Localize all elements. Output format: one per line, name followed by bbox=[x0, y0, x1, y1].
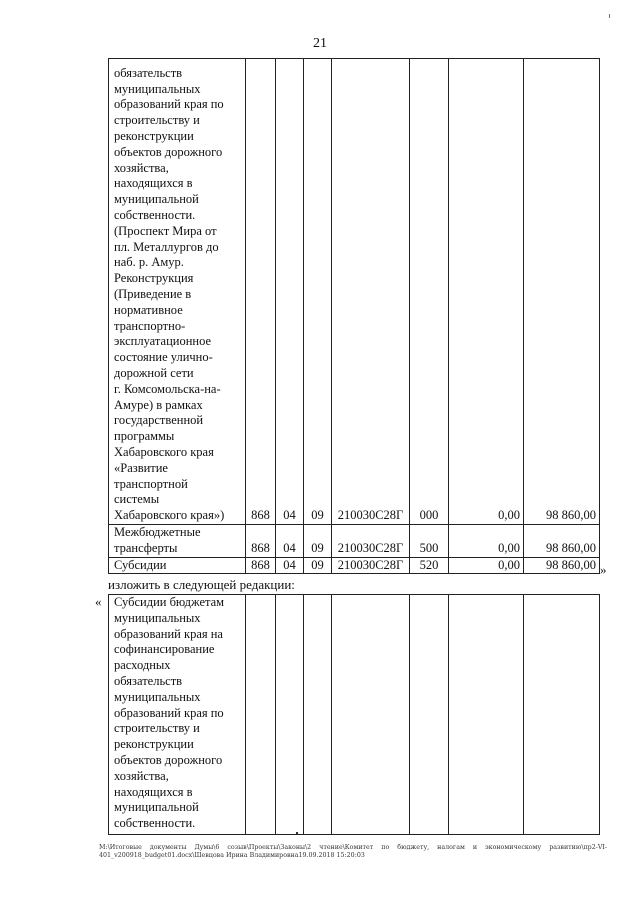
table-row-transfers bbox=[109, 525, 600, 558]
row-description: Субсидии бюджетам муниципальных образований края на софинансирование расходных обязательств муниципальных образований края по строительству и реконструкции объектов дорожного хозяйства, находящихся в муниципальной собственности. bbox=[109, 595, 246, 835]
scan-mark bbox=[609, 14, 610, 18]
empty-cell bbox=[449, 595, 524, 835]
empty-cell bbox=[524, 595, 600, 835]
csr-cell: 210030С28Г bbox=[332, 525, 410, 558]
grbs-cell: 868 bbox=[246, 59, 276, 525]
rz-cell: 04 bbox=[276, 59, 304, 525]
page-number: 21 bbox=[313, 36, 327, 51]
row-description: Субсидии bbox=[109, 557, 246, 574]
empty-cell bbox=[410, 595, 449, 835]
empty-cell bbox=[276, 595, 304, 835]
pr-cell: 09 bbox=[304, 59, 332, 525]
row-description: Межбюджетные трансферты bbox=[109, 525, 246, 558]
budget-table-old bbox=[108, 58, 600, 574]
table-row-main bbox=[109, 595, 600, 835]
footer-file-path: М:\Итоговые документы Думы\6 созыв\Проекты\Законы\2 чтение\Комитет по бюджету, налогам и экономическому развитию\пр2-VI-401_v200918_budget01.docx\Шевцова Ирина Владимировна19.09.2018 15:20:03 bbox=[99, 844, 607, 859]
vr-cell: 520 bbox=[410, 557, 449, 574]
table-row-subsidies bbox=[109, 557, 600, 574]
table-row-main bbox=[109, 59, 600, 525]
empty-cell bbox=[246, 595, 276, 835]
amount-old-cell: 0,00 bbox=[449, 59, 524, 525]
amount-old-cell: 0,00 bbox=[449, 557, 524, 574]
budget-table-new bbox=[108, 594, 600, 835]
empty-cell bbox=[332, 595, 410, 835]
closing-quote: » bbox=[600, 562, 607, 577]
csr-cell: 210030С28Г bbox=[332, 557, 410, 574]
amount-new-cell: 98 860,00 bbox=[524, 525, 600, 558]
vr-cell: 000 bbox=[410, 59, 449, 525]
empty-cell bbox=[304, 595, 332, 835]
rz-cell: 04 bbox=[276, 525, 304, 558]
pr-cell: 09 bbox=[304, 557, 332, 574]
amount-old-cell: 0,00 bbox=[449, 525, 524, 558]
opening-quote: « bbox=[95, 594, 102, 609]
rz-cell: 04 bbox=[276, 557, 304, 574]
grbs-cell: 868 bbox=[246, 525, 276, 558]
amount-new-cell: 98 860,00 bbox=[524, 59, 600, 525]
amendment-instruction: изложить в следующей редакции: bbox=[108, 577, 295, 592]
scan-dot bbox=[296, 832, 298, 834]
row-description: обязательств муниципальных образований края по строительству и реконструкции объектов дорожного хозяйства, находящихся в муниципальной собственности. (Проспект Мира от пл. Металлургов до наб. р. Амур. Реконструкция (Приведение в нормативное транспортно- эксплуатационное состояние улично- дорожной сети г. Комсомольска-на- Амуре) в рамках государственной программы Хабаровского края «Развитие транспортной системы Хабаровского края») bbox=[109, 59, 246, 525]
amount-new-cell: 98 860,00 bbox=[524, 557, 600, 574]
csr-cell: 210030С28Г bbox=[332, 59, 410, 525]
grbs-cell: 868 bbox=[246, 557, 276, 574]
pr-cell: 09 bbox=[304, 525, 332, 558]
vr-cell: 500 bbox=[410, 525, 449, 558]
